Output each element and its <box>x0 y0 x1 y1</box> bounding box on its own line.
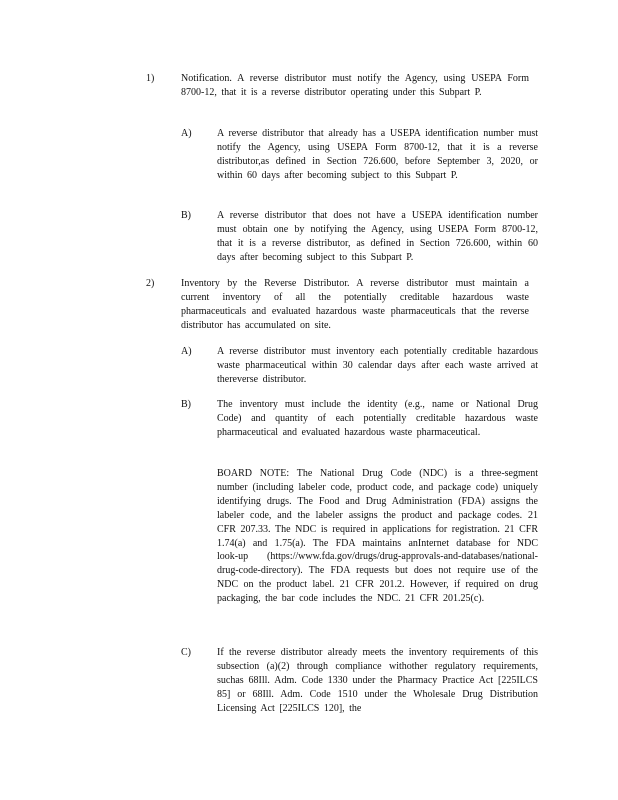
subitem-text: A reverse distributor must inventory each potentially creditable hazardous waste pharmaceutical within 30 calendar days after each waste arrived at thereverse distributor. <box>217 346 538 385</box>
board-note: BOARD NOTE: The National Drug Code (NDC) is a three-segment number (including labeler code, product code, and package code) uniquely identifying drugs. The Food and Drug Administration (FDA) assigns the labeler code, and the labeler assigns the product and package codes. 21 CFR 207.33. The NDC is required in applications for registration. 21 CFR 1.74(a) and 1.75(a). The FDA maintains anInternet database for NDC look-up (https://www.fda.gov/drugs/drug-approvals-and-databases/national-drug-code-directory). The FDA requests but does not require use of the NDC on the product label. 21 CFR 201.2. However, if required on drug packaging, the bar code includes the NDC. 21 CFR 201.25(c). <box>217 468 538 605</box>
item-text-inventory: Inventory by the Reverse Distributor. A reverse distributor must maintain a current inventory of all the potentially creditable hazardous waste pharmaceuticals and evaluated hazardous waste pharmaceuticals that the reverse distributor has accumulated on site. <box>181 278 529 331</box>
item-number: 2) <box>146 278 155 289</box>
subitem-text: The inventory must include the identity (e.g., name or National Drug Code) and quantity of each potentially creditable hazardous waste pharmaceutical and evaluated hazardous waste pharmaceutical. <box>217 399 538 438</box>
subitem-label: A) <box>181 128 192 139</box>
subitem-text: If the reverse distributor already meets the inventory requirements of this subsection (a)(2) through compliance withother regulatory requirements, suchas 68Ill. Adm. Code 1330 under the Pharmacy Practice Act [225ILCS 85] or 68Ill. Adm. Code 1510 under the Wholesale Drug Distribution Licensing Act [225ILCS 120], the <box>217 647 538 714</box>
item-number: 1) <box>146 73 155 84</box>
subitem-label: C) <box>181 647 191 658</box>
subitem-label: B) <box>181 399 191 410</box>
subitem-text: A reverse distributor that does not have a USEPA identification number must obtain one by notifying the Agency, using USEPA Form 8700-12, that it is a reverse distributor, as defined in Section 726.600, within 60 days after becoming subject to this Subpart P. <box>217 210 538 263</box>
item-text-notification: Notification. A reverse distributor must notify the Agency, using USEPA Form 8700-12, that it is a reverse distributor operating under this Subpart P. <box>181 73 529 98</box>
subitem-label: A) <box>181 346 192 357</box>
subitem-text: A reverse distributor that already has a USEPA identification number must notify the Agency, using USEPA Form 8700-12, that it is a reverse distributor,as defined in Section 726.600, before September 3, 2020, or within 60 days after becoming subject to this Subpart P. <box>217 128 538 181</box>
subitem-label: B) <box>181 210 191 221</box>
